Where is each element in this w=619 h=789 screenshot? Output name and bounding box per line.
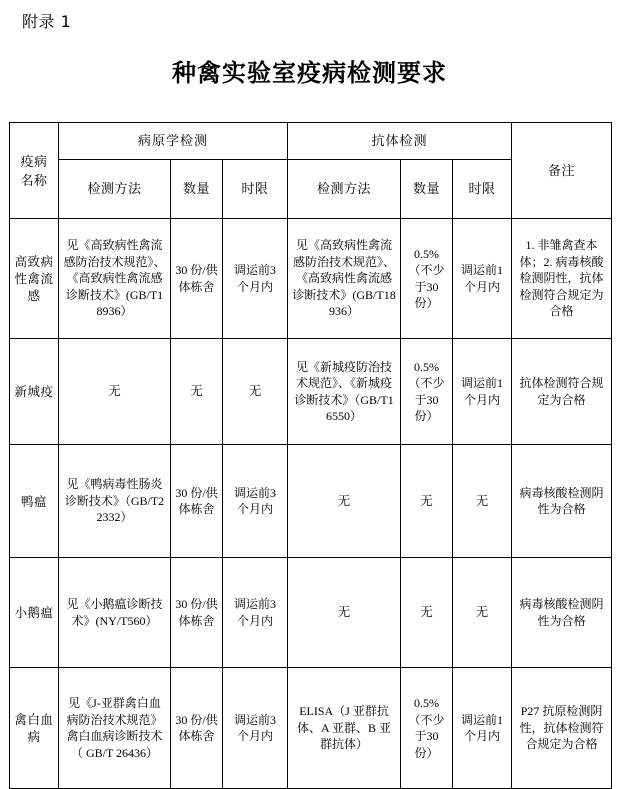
cell-remark: 抗体检测符合规定为合格 [512, 339, 612, 445]
cell-disease-name: 小鹅瘟 [10, 558, 59, 668]
cell-antibody-method: 见《高致病性禽流感防治技术规范》、《高致病性禽流感诊断技术》(GB/T18936） [288, 219, 401, 339]
header-disease-name: 疫病名称 [10, 123, 59, 219]
cell-pathogen-method: 无 [59, 339, 171, 445]
cell-pathogen-time-limit: 调运前3 个月内 [223, 219, 288, 339]
header-antibody-quantity: 数量 [401, 160, 453, 219]
cell-antibody-time-limit: 调运前1 个月内 [453, 668, 512, 789]
cell-disease-name: 新城疫 [10, 339, 59, 445]
appendix-label: 附录 1 [22, 12, 72, 31]
cell-antibody-method: ELISA（J 亚群抗体、A 亚群、B 亚群抗体） [288, 668, 401, 789]
table-row [10, 339, 612, 445]
cell-disease-name: 高致病性禽流感 [10, 219, 59, 339]
cell-remark: 1. 非雏禽查本体；2. 病毒核酸检测阴性，抗体检测符合规定为合格 [512, 219, 612, 339]
cell-pathogen-quantity: 30 份/供体栋舍 [171, 668, 223, 789]
page-title: 种禽实验室疫病检测要求 [172, 61, 447, 87]
cell-antibody-time-limit: 无 [453, 445, 512, 558]
disease-testing-requirements-table [9, 122, 612, 789]
cell-remark: P27 抗原检测阴性，抗体检测符合规定为合格 [512, 668, 612, 789]
cell-antibody-time-limit: 调运前1 个月内 [453, 339, 512, 445]
cell-pathogen-time-limit: 无 [223, 339, 288, 445]
cell-pathogen-time-limit: 调运前3 个月内 [223, 558, 288, 668]
header-pathogen-method: 检测方法 [59, 160, 171, 219]
cell-pathogen-quantity: 无 [171, 339, 223, 445]
cell-remark: 病毒核酸检测阴性为合格 [512, 558, 612, 668]
cell-pathogen-time-limit: 调运前3 个月内 [223, 445, 288, 558]
header-pathogen-quantity: 数量 [171, 160, 223, 219]
cell-pathogen-method: 见《J-亚群禽白血病防治技术规范》禽白血病诊断技术（ GB/T 26436） [59, 668, 171, 789]
table-header [10, 123, 612, 219]
table-body [10, 219, 612, 789]
cell-pathogen-method: 见《小鹅瘟诊断技术》(NY/T560） [59, 558, 171, 668]
cell-disease-name: 鸭瘟 [10, 445, 59, 558]
header-antibody-time-limit: 时限 [453, 160, 512, 219]
cell-pathogen-method: 见《高致病性禽流感防治技术规范》、《高致病性禽流感诊断技术》(GB/T18936） [59, 219, 171, 339]
cell-antibody-quantity: 无 [401, 445, 453, 558]
cell-antibody-quantity: 无 [401, 558, 453, 668]
table-row [10, 558, 612, 668]
cell-antibody-quantity: 0.5%（不少于30 份） [401, 219, 453, 339]
cell-antibody-method: 无 [288, 445, 401, 558]
cell-antibody-method: 见《新城疫防治技术规范》、《新城疫诊断技术》（GB/T16550） [288, 339, 401, 445]
cell-antibody-quantity: 0.5%（不少于30 份） [401, 668, 453, 789]
header-pathogen-time-limit: 时限 [223, 160, 288, 219]
cell-disease-name: 禽白血病 [10, 668, 59, 789]
table-row [10, 668, 612, 789]
cell-antibody-time-limit: 调运前1 个月内 [453, 219, 512, 339]
cell-pathogen-quantity: 30 份/供体栋舍 [171, 219, 223, 339]
cell-antibody-time-limit: 无 [453, 558, 512, 668]
header-pathogen-group: 病原学检测 [59, 123, 288, 160]
header-antibody-group: 抗体检测 [288, 123, 512, 160]
cell-remark: 病毒核酸检测阴性为合格 [512, 445, 612, 558]
header-antibody-method: 检测方法 [288, 160, 401, 219]
header-remark: 备注 [512, 123, 612, 219]
cell-antibody-method: 无 [288, 558, 401, 668]
table-row [10, 219, 612, 339]
cell-pathogen-quantity: 30 份/供体栋舍 [171, 558, 223, 668]
table-header-row-groups [10, 123, 612, 160]
cell-pathogen-time-limit: 调运前3 个月内 [223, 668, 288, 789]
cell-antibody-quantity: 0.5%（不少于30 份） [401, 339, 453, 445]
cell-pathogen-method: 见《鸭病毒性肠炎诊断技术》（GB/T22332） [59, 445, 171, 558]
table-row [10, 445, 612, 558]
cell-pathogen-quantity: 30 份/供体栋舍 [171, 445, 223, 558]
